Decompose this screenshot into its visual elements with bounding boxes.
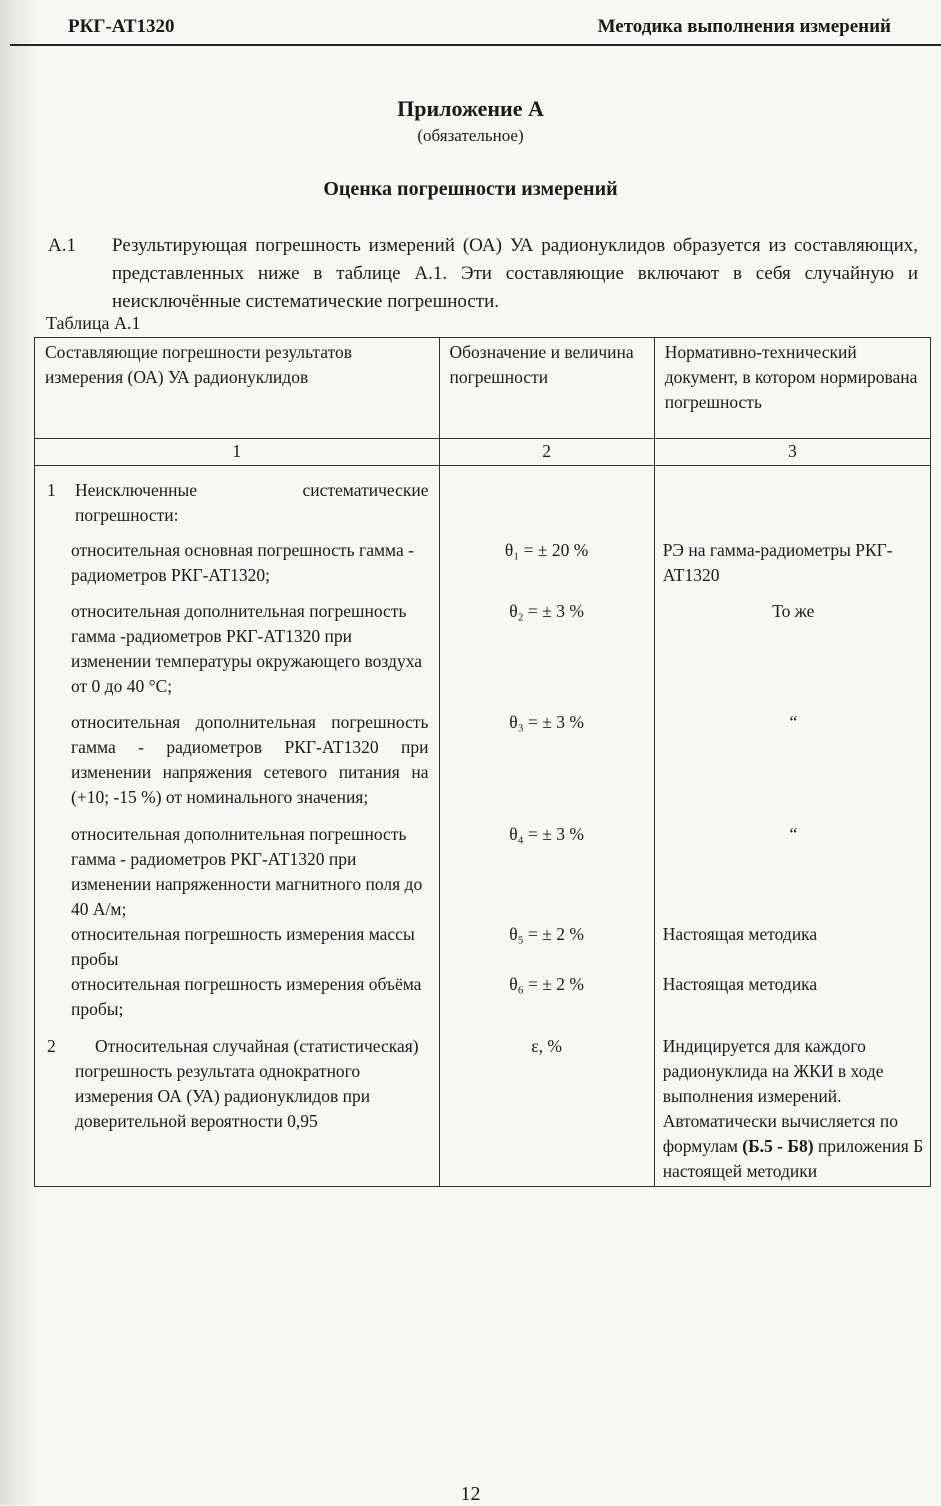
table-header-row [35,338,931,439]
column-number-1: 1 [35,439,440,466]
symbol-cell: ε, % [531,1036,562,1056]
document-cell: РЭ на гамма-радиометры РКГ-АТ1320 [662,540,893,585]
appendix-title: Приложение А [397,96,544,121]
table-row [35,588,931,699]
column-number-2: 2 [439,439,654,466]
group2-number: 2 [47,1036,56,1056]
document-cell: “ [789,824,798,844]
document-cell [655,1034,930,1184]
column-number-row [35,439,931,466]
paragraph-a1 [48,232,918,316]
symbol-cell: θ₆ = ± 2 % [509,974,584,994]
table-row [35,528,931,588]
document-cell: Настоящая методика [662,974,818,994]
group2-document-part2: приложения Б настоящей методики [662,1136,924,1181]
symbol-cell: θ₄ = ± 3 % [509,824,584,844]
header-cell-symbol: Обозначение и величина погрешности [439,338,654,439]
appendix-subtitle: (обязательное) [417,126,524,145]
table-row [35,1022,931,1187]
paragraph-text: Результирующая погрешность измерений (ОА) УА радионуклидов образуется из составляющих, представленных ниже в таблице А.1. Эти составляющие включают в себя случайную и неисключённые систематические погрешности. [112,235,918,312]
group1-title-cell [35,466,440,529]
header-device-name: РКГ-АТ1320 [68,16,175,37]
paragraph-number: А.1 [48,235,76,256]
header-cell-components: Составляющие погрешности результатов измерения (ОА) УА радионуклидов [35,338,440,439]
component-cell: относительная дополнительная погрешность гамма - радиометров РКГ-АТ1320 при изменении напряженности магнитного поля до 40 А/м; [71,824,423,919]
component-cell: относительная погрешность измерения массы пробы [71,924,415,969]
table-row [35,972,931,1022]
component-cell: относительная основная погрешность гамма - радиометров РКГ-АТ1320; [71,540,414,585]
group1-number: 1 [47,480,56,500]
table-row [35,810,931,922]
symbol-cell: θ₂ = ± 3 % [509,601,584,621]
symbol-cell: θ₃ = ± 3 % [509,712,584,732]
group2-document-formulas: (Б.5 - Б8) [742,1136,814,1156]
page-header [10,14,941,46]
component-cell: относительная дополнительная погрешность гамма - радиометров РКГ-АТ1320 при изменении напряжения сетевого питания на (+10; -15 %) от номинального значения; [71,712,429,807]
header-cell-document: Нормативно-технический документ, в котором нормирована погрешность [654,338,930,439]
table-row [35,699,931,810]
document-cell: “ [789,712,798,732]
component-cell: относительная погрешность измерения объёма пробы; [71,974,422,1019]
symbol-cell: θ₅ = ± 2 % [509,924,584,944]
section-title: Оценка погрешности измерений [323,178,618,200]
group2-component: Относительная случайная (статистическая) погрешность результата однократного измерения ОА (УА) радионуклидов при доверительной вероятности 0,95 [75,1036,419,1131]
header-document-title: Методика выполнения измерений [597,16,891,37]
table-caption: Таблица А.1 [46,313,141,333]
page-number: 12 [460,1483,481,1505]
table-row [35,922,931,972]
component-cell [75,1034,429,1134]
symbol-cell: θ₁ = ± 20 % [504,540,589,560]
group1-title: Неисключенные систематические погрешности: [75,480,429,525]
document-cell: То же [772,601,815,621]
document-cell: Настоящая методика [662,924,818,944]
component-cell: относительная дополнительная погрешность гамма -радиометров РКГ-АТ1320 при изменении температуры окружающего воздуха от 0 до 40 °С; [71,601,422,696]
group2-document-part1: Индицируется для каждого радионуклида на ЖКИ в ходе выполнения измерений. Автоматически вычисляется по формулам [662,1036,898,1156]
column-number-3: 3 [654,439,930,466]
error-components-table [34,337,931,1187]
table-row [35,466,931,529]
